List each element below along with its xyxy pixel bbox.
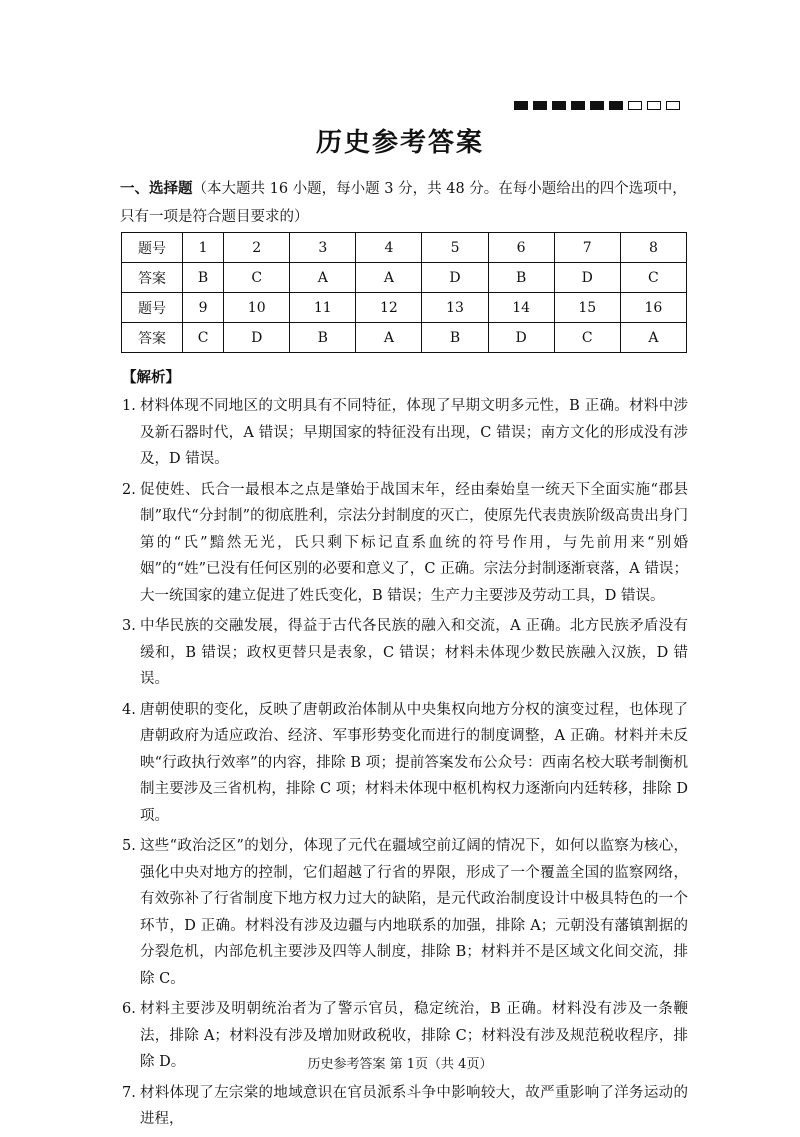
analysis-item (122, 477, 688, 610)
table-row-label: 题号 (122, 293, 183, 323)
table-cell: 5 (422, 233, 488, 263)
table-row-label: 答案 (122, 263, 183, 293)
page-progress-indicator (514, 101, 680, 110)
table-cell: 11 (290, 293, 356, 323)
analysis-item-number: 2. (122, 481, 136, 498)
analysis-item-text: 中华民族的交融发展，得益于古代各民族的融入和交流，A 正确。北方民族矛盾没有缓和，B 错误；政权更替只是表象，C 错误；材料未体现少数民族融入汉族，D 错误。 (140, 618, 688, 687)
table-cell: A (290, 263, 356, 293)
analysis-item-text: 材料主要涉及明朝统治者为了警示官员，稳定统治，B 正确。材料没有涉及一条鞭法，排除 A；材料没有涉及增加财政税收，排除 C；材料没有涉及规范税收程序，排除 D。 (140, 1001, 688, 1070)
table-row (122, 293, 687, 323)
table-cell: 15 (554, 293, 620, 323)
table-cell: A (620, 323, 686, 353)
analysis-item-number: 3. (122, 618, 136, 634)
table-cell: 7 (554, 233, 620, 263)
page-title: 历史参考答案 (315, 128, 484, 158)
table-cell: C (224, 263, 290, 293)
analysis-item (122, 613, 688, 693)
table-cell: B (290, 323, 356, 353)
answer-table (121, 232, 687, 353)
analysis-item-text: 唐朝使职的变化，反映了唐朝政治体制从中央集权向地方分权的演变过程，也体现了唐朝政府为适应政治、经济、军事形势变化而进行的制度调整，A 正确。材料并未反映“行政执行效率”的内容，排除 B 项；提前答案发布公众号：西南名校大联考制衡机制主要涉及三省机构，排除 C 项；材料未体现中枢机构权力逐渐向内廷转移，排除 D 项。 (140, 701, 688, 824)
analysis-item-text: 材料体现不同地区的文明具有不同特征，体现了早期文明多元性，B 正确。材料中涉及新石器时代，A 错误；早期国家的特征没有出现，C 错误；南方文化的形成没有涉及，D 错误。 (140, 398, 688, 467)
progress-box-filled (552, 101, 566, 110)
progress-box-empty (647, 101, 661, 110)
table-cell: 13 (422, 293, 488, 323)
analysis-item-number: 1. (122, 398, 136, 414)
table-cell: 4 (356, 233, 422, 263)
analysis-item (122, 393, 688, 473)
table-cell: A (356, 263, 422, 293)
analysis-item (122, 1080, 688, 1133)
progress-box-filled (533, 101, 547, 110)
analysis-item-text: 这些“政治泛区”的划分，体现了元代在疆域空前辽阔的情况下，如何以监察为核心，强化中央对地方的控制，它们超越了行省的界限，形成了一个覆盖全国的监察网络，有效弥补了行省制度下地方权力过大的缺陷，是元代政治制度设计中极具特色的一个环节，D 正确。材料没有涉及边疆与内地联系的加强，排除 A；元朝没有藩镇割据的分裂危机，内部危机主要涉及四等人制度，排除 B；材料并不是区域文化间交流，排除 C。 (140, 838, 688, 987)
analysis-item-text: 材料体现了左宗棠的地域意识在官员派系斗争中影响较大，故严重影响了洋务运动的进程， (140, 1084, 688, 1127)
progress-box-filled (571, 101, 585, 110)
progress-box-filled (590, 101, 604, 110)
section-heading-label: 一、选择题 (120, 181, 193, 197)
table-cell: 2 (224, 233, 290, 263)
table-cell: 10 (224, 293, 290, 323)
table-cell: D (224, 323, 290, 353)
table-cell: D (554, 263, 620, 293)
section-instruction: （本大题共 16 小题，每小题 3 分，共 48 分。在每小题给出的四个选项中，只有一项是符合题目要求的） (120, 181, 687, 225)
progress-box-empty (666, 101, 680, 110)
analysis-item-number: 5. (122, 838, 136, 854)
table-row (122, 323, 687, 353)
analysis-item-text: 促使姓、氏合一最根本之点是肇始于战国末年，经由秦始皇一统天下全面实施“郡县制”取代“分封制”的彻底胜利，宗法分封制度的灭亡，使原先代表贵族阶级高贵出身门第的“氏”黯然无光，氏只剩下标记直系血统的符号作用，与先前用来“别婚姻”的“姓”已没有任何区别的必要和意义了，C 正确。宗法分封制逐渐衰落，A 错误；大一统国家的建立促进了姓氏变化，B 错误；生产力主要涉及劳动工具，D 错误。 (140, 481, 688, 604)
analysis-item-number: 6. (122, 1001, 136, 1017)
page-footer: 历史参考答案 第 1页（共 4页） (307, 1057, 493, 1072)
analysis-item-number: 4. (122, 701, 136, 718)
table-cell: B (488, 263, 554, 293)
table-cell: D (488, 323, 554, 353)
progress-box-empty (628, 101, 642, 110)
table-cell: 9 (183, 293, 224, 323)
analysis-item (122, 833, 688, 992)
table-cell: 6 (488, 233, 554, 263)
table-cell: B (183, 263, 224, 293)
table-row-label: 答案 (122, 323, 183, 353)
table-cell: 14 (488, 293, 554, 323)
table-cell: 3 (290, 233, 356, 263)
analysis-item (122, 697, 688, 830)
table-cell: C (554, 323, 620, 353)
table-cell: C (183, 323, 224, 353)
table-cell: D (422, 263, 488, 293)
table-row (122, 263, 687, 293)
table-cell: 16 (620, 293, 686, 323)
progress-box-filled (609, 101, 623, 110)
table-cell: C (620, 263, 686, 293)
analysis-item-number: 7. (122, 1084, 136, 1101)
table-cell: 1 (183, 233, 224, 263)
table-cell: 12 (356, 293, 422, 323)
table-row-label: 题号 (122, 233, 183, 263)
progress-box-filled (514, 101, 528, 110)
table-cell: 8 (620, 233, 686, 263)
analysis-list (122, 393, 688, 1137)
table-row (122, 233, 687, 263)
table-cell: B (422, 323, 488, 353)
analysis-heading: 【解析】 (122, 370, 180, 386)
table-cell: A (356, 323, 422, 353)
section-heading (120, 175, 688, 231)
